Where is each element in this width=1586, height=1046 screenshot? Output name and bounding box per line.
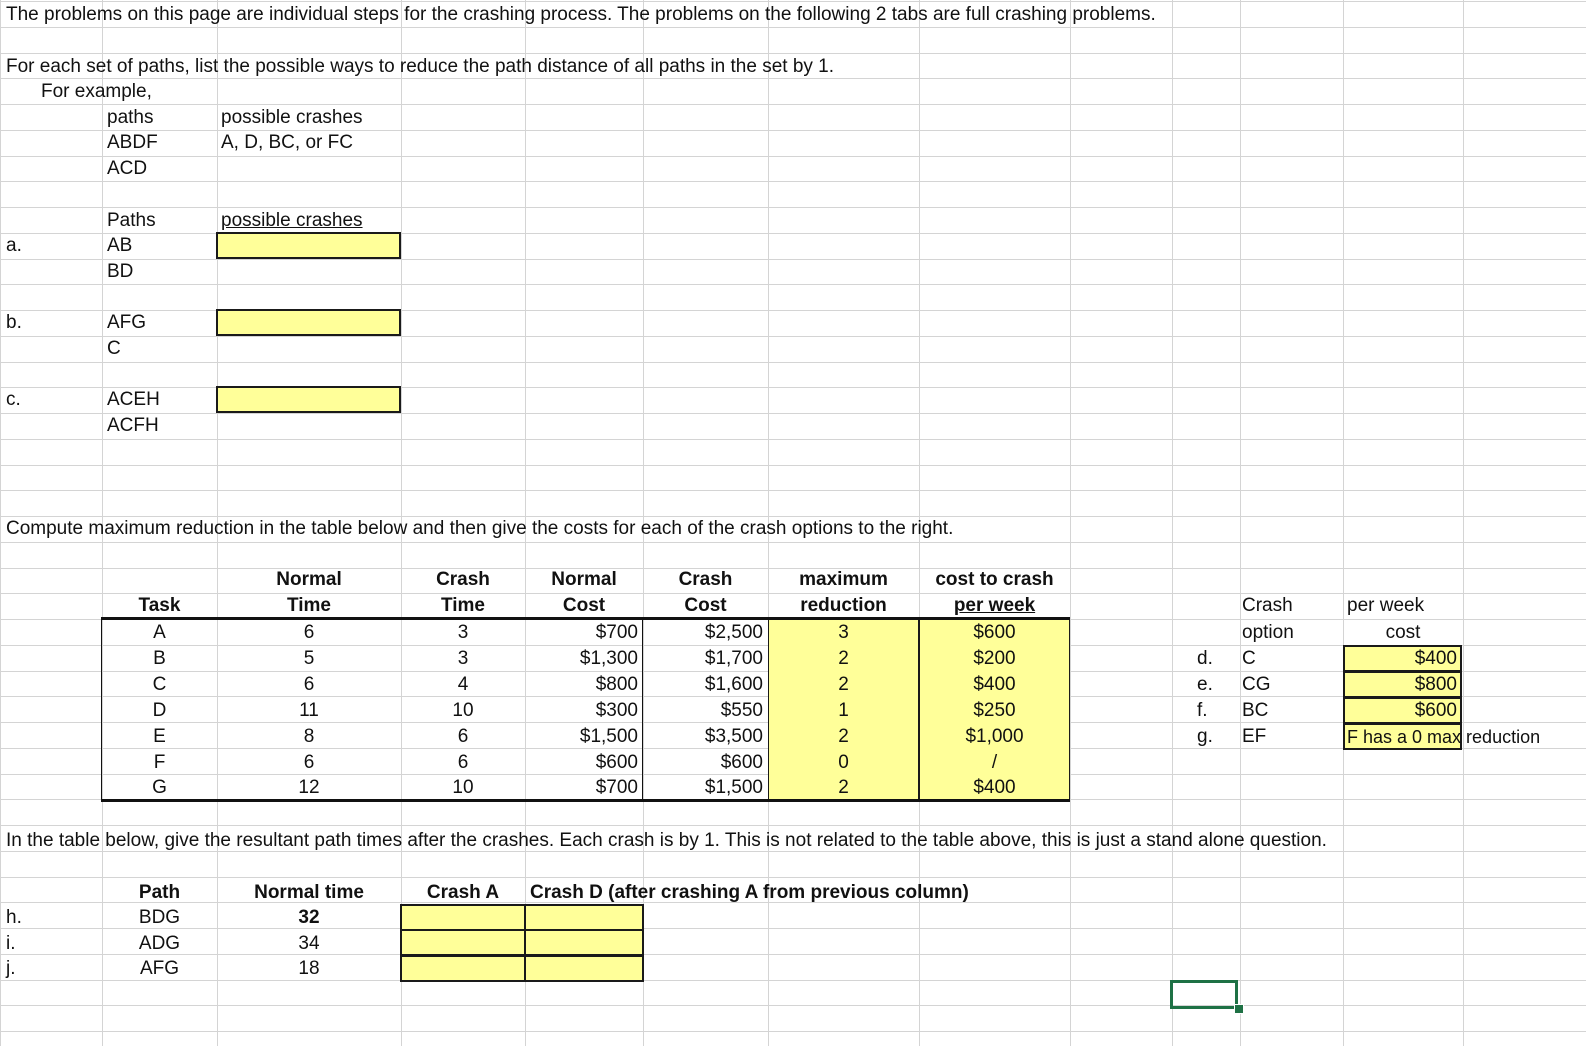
row-e-crash-time[interactable]: 6 bbox=[457, 726, 469, 747]
row-e-task[interactable]: E bbox=[153, 726, 166, 747]
row-f-cost-per-week[interactable]: / bbox=[991, 752, 998, 773]
header-task[interactable]: Task bbox=[138, 595, 181, 616]
row-g-max-reduction[interactable]: 2 bbox=[838, 777, 849, 798]
header-max-reduction-1[interactable]: maximum bbox=[799, 569, 888, 590]
path-set-c-answer-input[interactable] bbox=[216, 386, 401, 413]
crash-option-f-label[interactable]: f. bbox=[1197, 700, 1208, 721]
row-a-crash-cost[interactable]: $2,500 bbox=[704, 622, 763, 643]
row-a-max-reduction[interactable]: 3 bbox=[838, 622, 849, 643]
row-c-cost-per-week[interactable]: $400 bbox=[973, 674, 1016, 695]
row-g-normal-cost[interactable]: $700 bbox=[595, 777, 638, 798]
path-h-crash-a-input[interactable] bbox=[400, 904, 526, 931]
crash-option-g-label[interactable]: g. bbox=[1197, 726, 1213, 747]
row-g-cost-per-week[interactable]: $400 bbox=[973, 777, 1016, 798]
path-j-crash-d-input[interactable] bbox=[524, 955, 644, 982]
row-d-crash-cost[interactable]: $550 bbox=[720, 700, 763, 721]
path-times-header-crash-a[interactable]: Crash A bbox=[426, 882, 500, 903]
path-set-b-path-2[interactable]: C bbox=[107, 338, 121, 359]
row-d-max-reduction[interactable]: 1 bbox=[838, 700, 849, 721]
crash-option-g[interactable]: EF bbox=[1242, 726, 1267, 747]
example-answer[interactable]: A, D, BC, or FC bbox=[221, 132, 353, 153]
path-set-c-path-2[interactable]: ACFH bbox=[107, 415, 159, 436]
row-b-normal-cost[interactable]: $1,300 bbox=[579, 648, 638, 669]
path-set-c-path-1[interactable]: ACEH bbox=[107, 389, 160, 410]
row-c-task[interactable]: C bbox=[152, 674, 167, 695]
row-f-max-reduction[interactable]: 0 bbox=[838, 752, 849, 773]
path-set-b-label[interactable]: b. bbox=[6, 312, 22, 333]
row-f-task[interactable]: F bbox=[153, 752, 166, 773]
header-normal-time-2[interactable]: Time bbox=[286, 595, 331, 616]
row-b-crash-time[interactable]: 3 bbox=[457, 648, 469, 669]
table-bottom-border bbox=[102, 799, 1070, 802]
path-i-crash-d-input[interactable] bbox=[524, 929, 644, 956]
path-h-label[interactable]: h. bbox=[6, 907, 22, 928]
header-normal-cost-1[interactable]: Normal bbox=[551, 569, 617, 590]
path-j-crash-a-input[interactable] bbox=[400, 955, 526, 982]
path-set-a-answer-input[interactable] bbox=[216, 232, 401, 259]
path-set-b-answer-input[interactable] bbox=[216, 309, 401, 336]
path-set-a-path-1[interactable]: AB bbox=[107, 235, 133, 256]
crash-option-d-label[interactable]: d. bbox=[1197, 648, 1213, 669]
per-week-cost-header-1[interactable]: per week bbox=[1347, 595, 1425, 616]
row-e-max-reduction[interactable]: 2 bbox=[838, 726, 849, 747]
row-g-normal-time[interactable]: 12 bbox=[298, 777, 320, 798]
path-times-instruction[interactable]: In the table below, give the resultant path times after the crashes. Each crash is by 1. This is not related to the table above, this is just a stand alone question. bbox=[6, 830, 1327, 851]
crash-option-d-cost[interactable]: $400 bbox=[1414, 648, 1457, 669]
row-f-normal-time[interactable]: 6 bbox=[303, 752, 315, 773]
row-g-crash-time[interactable]: 10 bbox=[452, 777, 474, 798]
row-d-task[interactable]: D bbox=[152, 700, 167, 721]
crash-option-g-cost[interactable]: F has a 0 max reduction bbox=[1347, 727, 1541, 747]
path-i-path[interactable]: ADG bbox=[138, 933, 181, 954]
path-times-header-normal[interactable]: Normal time bbox=[254, 882, 364, 903]
row-g-task[interactable]: G bbox=[152, 777, 167, 798]
fill-handle[interactable] bbox=[1234, 1004, 1244, 1014]
header-cost-per-week-2[interactable]: per week bbox=[953, 595, 1036, 616]
row-c-crash-time[interactable]: 4 bbox=[457, 674, 469, 695]
path-times-header-crash-d[interactable]: Crash D (after crashing A from previous column) bbox=[530, 882, 969, 903]
crash-option-header-1[interactable]: Crash bbox=[1242, 595, 1293, 616]
per-week-cost-header-2[interactable]: cost bbox=[1385, 622, 1421, 643]
path-h-normal-time[interactable]: 32 bbox=[298, 907, 320, 928]
row-a-cost-per-week[interactable]: $600 bbox=[973, 622, 1016, 643]
row-d-normal-cost[interactable]: $300 bbox=[595, 700, 638, 721]
crash-option-d[interactable]: C bbox=[1242, 648, 1256, 669]
crash-option-f[interactable]: BC bbox=[1242, 700, 1269, 721]
row-f-normal-cost[interactable]: $600 bbox=[595, 752, 638, 773]
example-path-2[interactable]: ACD bbox=[107, 158, 148, 179]
row-b-crash-cost[interactable]: $1,700 bbox=[704, 648, 763, 669]
table-left-border bbox=[101, 617, 102, 802]
crash-option-e-cost[interactable]: $800 bbox=[1414, 674, 1457, 695]
intro-line-2[interactable]: For each set of paths, list the possible ways to reduce the path distance of all paths in the set by 1. bbox=[6, 56, 835, 77]
path-j-normal-time[interactable]: 18 bbox=[298, 958, 320, 979]
path-set-c-label[interactable]: c. bbox=[6, 389, 21, 410]
row-c-crash-cost[interactable]: $1,600 bbox=[704, 674, 763, 695]
path-i-label[interactable]: i. bbox=[6, 933, 16, 954]
row-b-normal-time[interactable]: 5 bbox=[303, 648, 315, 669]
active-cell-selection[interactable] bbox=[1170, 980, 1238, 1009]
path-j-path[interactable]: AFG bbox=[139, 958, 180, 979]
row-d-normal-time[interactable]: 11 bbox=[299, 700, 319, 721]
path-set-b-path-1[interactable]: AFG bbox=[107, 312, 147, 333]
row-c-max-reduction[interactable]: 2 bbox=[838, 674, 849, 695]
header-crash-time-1[interactable]: Crash bbox=[436, 569, 490, 590]
row-f-crash-cost[interactable]: $600 bbox=[720, 752, 763, 773]
row-a-normal-cost[interactable]: $700 bbox=[595, 622, 638, 643]
path-set-a-path-2[interactable]: BD bbox=[107, 261, 134, 282]
reduction-instruction[interactable]: Compute maximum reduction in the table below and then give the costs for each of the crash options to the right. bbox=[6, 518, 954, 539]
row-e-normal-cost[interactable]: $1,500 bbox=[579, 726, 638, 747]
row-a-task[interactable]: A bbox=[153, 622, 166, 643]
header-crash-time-2[interactable]: Time bbox=[440, 595, 485, 616]
row-e-cost-per-week[interactable]: $1,000 bbox=[965, 726, 1024, 747]
table-top-border bbox=[102, 617, 1070, 620]
row-g-crash-cost[interactable]: $1,500 bbox=[704, 777, 763, 798]
path-h-crash-d-input[interactable] bbox=[524, 904, 644, 931]
path-h-path[interactable]: BDG bbox=[138, 907, 181, 928]
example-path-1[interactable]: ABDF bbox=[107, 132, 158, 153]
row-d-crash-time[interactable]: 10 bbox=[452, 700, 474, 721]
path-j-label[interactable]: j. bbox=[6, 958, 16, 979]
path-i-crash-a-input[interactable] bbox=[400, 929, 526, 956]
path-sets-crashes-header[interactable]: possible crashes bbox=[221, 210, 363, 231]
intro-line-1[interactable]: The problems on this page are individual steps for the crashing process. The problems on the following 2 tabs are full crashing problems. bbox=[6, 4, 1156, 25]
row-b-max-reduction[interactable]: 2 bbox=[838, 648, 849, 669]
row-e-normal-time[interactable]: 8 bbox=[303, 726, 315, 747]
row-a-crash-time[interactable]: 3 bbox=[457, 622, 469, 643]
for-example-label[interactable]: For example, bbox=[41, 81, 152, 102]
path-sets-paths-header[interactable]: Paths bbox=[107, 210, 156, 231]
crash-option-e[interactable]: CG bbox=[1242, 674, 1271, 695]
header-cost-per-week-1[interactable]: cost to crash bbox=[935, 569, 1054, 590]
header-crash-cost-2[interactable]: Cost bbox=[684, 595, 727, 616]
example-paths-header[interactable]: paths bbox=[107, 107, 154, 128]
row-e-crash-cost[interactable]: $3,500 bbox=[704, 726, 763, 747]
header-crash-cost-1[interactable]: Crash bbox=[678, 569, 733, 590]
row-d-cost-per-week[interactable]: $250 bbox=[973, 700, 1016, 721]
normal-cost-right-border bbox=[642, 617, 643, 802]
row-f-crash-time[interactable]: 6 bbox=[457, 752, 469, 773]
header-normal-time-1[interactable]: Normal bbox=[276, 569, 342, 590]
crash-option-f-cost[interactable]: $600 bbox=[1414, 700, 1457, 721]
example-crashes-header[interactable]: possible crashes bbox=[221, 107, 363, 128]
path-times-header-path[interactable]: Path bbox=[138, 882, 181, 903]
row-b-task[interactable]: B bbox=[153, 648, 166, 669]
header-normal-cost-2[interactable]: Cost bbox=[562, 595, 606, 616]
row-c-normal-cost[interactable]: $800 bbox=[595, 674, 638, 695]
path-set-a-label[interactable]: a. bbox=[6, 235, 22, 256]
row-b-cost-per-week[interactable]: $200 bbox=[973, 648, 1016, 669]
crash-option-header-2[interactable]: option bbox=[1242, 622, 1294, 643]
path-i-normal-time[interactable]: 34 bbox=[298, 933, 320, 954]
row-a-normal-time[interactable]: 6 bbox=[303, 622, 315, 643]
header-max-reduction-2[interactable]: reduction bbox=[800, 595, 887, 616]
row-c-normal-time[interactable]: 6 bbox=[303, 674, 315, 695]
crash-option-e-label[interactable]: e. bbox=[1197, 674, 1213, 695]
